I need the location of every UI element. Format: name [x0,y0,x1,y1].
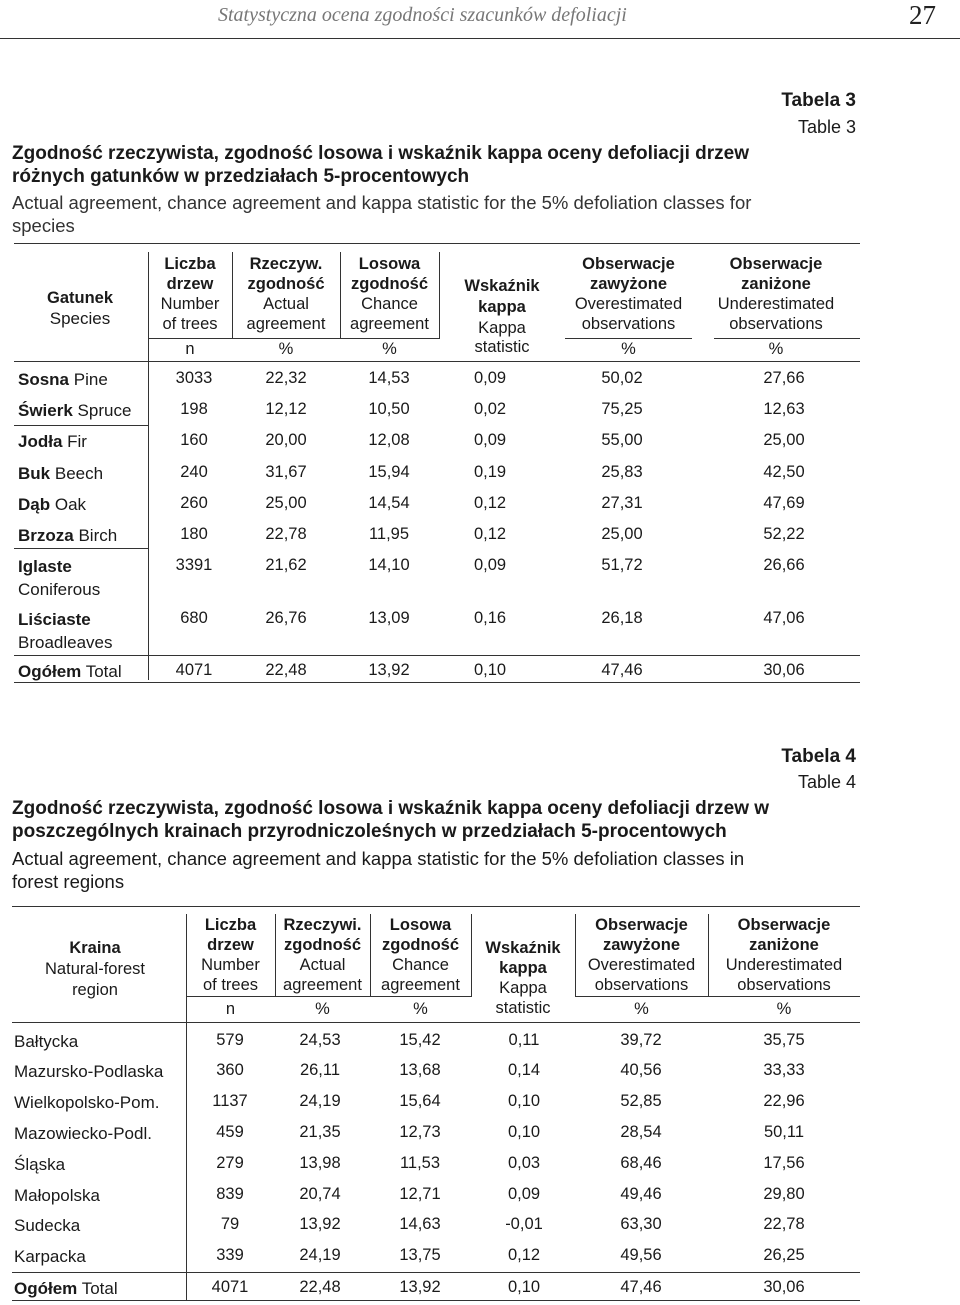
table4-header-col1-l1: Liczba [204,916,257,934]
table4-cell: 33,33 [763,1061,805,1079]
table3-header-col4-l2: kappa [478,298,526,316]
table4-cell: 24,53 [299,1031,341,1049]
table3-cell: 3033 [175,369,213,387]
table3-row-label-pl: Jodła [18,432,63,451]
table3-cell: 13,09 [368,609,410,627]
table3-row-label [18,524,117,547]
table4-cell: 35,75 [763,1031,805,1049]
table4-cell: -0,01 [505,1215,543,1233]
table4-cell: 28,54 [620,1123,662,1141]
table4-header-col6-l4: observations [737,976,831,994]
table4-header-col1-l2: drzew [207,936,254,954]
table3-cell: 198 [180,400,208,418]
table3-row-label-en: Broadleaves [18,633,113,652]
table3-cell: 14,53 [368,369,410,387]
table4-cell: 4071 [211,1278,249,1296]
table4-cell: 13,98 [299,1154,341,1172]
table4-cell: 11,53 [399,1154,441,1172]
table3-header-col6-l3: Underestimated [717,295,835,313]
table3-cell: 0,09 [473,556,507,574]
table4-label-en: Table 4 [797,772,856,792]
table3-row-label [18,660,122,683]
table3-header-col4-l4: statistic [474,338,530,356]
table4-header-col1-l4: of trees [202,976,259,994]
page-number: 27 [909,0,936,30]
table3-cell: 0,12 [473,494,507,512]
table3-cell: 27,66 [763,369,805,387]
table3-row-label-pl: Buk [18,464,51,483]
table4-cell: 22,96 [763,1092,805,1110]
table4-header-col4-l1: Wskaźnik [485,939,561,957]
table3-cell: 50,02 [601,369,643,387]
table4-cell: 0,10 [507,1278,541,1296]
table3-bottom-rule [14,682,860,683]
table4-header-col1-unit: n [225,1000,236,1018]
table4-cell: 24,19 [299,1092,341,1110]
table3-header-col5-unit: % [621,340,636,358]
table3-row-label-pl: Iglaste [18,557,72,576]
table3-row-label-en: Total [85,662,122,681]
table3-row-rule [14,548,148,549]
table3-row-label-en: Fir [67,432,87,451]
table4-cell: 29,80 [763,1185,805,1203]
table3-cell: 0,09 [473,369,507,387]
table3-cell: 4071 [175,661,213,679]
table3-row-label [18,555,100,601]
table3-col-species-en: Species [49,309,111,328]
table4-cell: 14,63 [399,1215,441,1233]
running-header [0,0,960,39]
table3-cell: 0,12 [473,525,507,543]
table3-row-label-pl: Dąb [18,495,51,514]
table4-row-label: Śląska [14,1155,66,1174]
table4-cell: 15,42 [399,1031,441,1049]
table4-cell: 0,12 [507,1246,541,1264]
table4-vline [575,914,576,996]
table3-cell: 680 [180,609,208,627]
table4-header-col4-l2: kappa [499,959,547,977]
table4-cell: 12,73 [399,1123,441,1141]
table4-caption-pl: Zgodność rzeczywista, zgodność losowa i wskaźnik kappa oceny defoliacji drzew w poszczególnych krainach przyrodniczoleśnych w przedziałach 5-procentowych [12,798,770,842]
table4-header-rule [186,996,472,997]
table4-cell: 47,46 [620,1278,662,1296]
table4-row-label: Mazowiecko-Podl. [14,1124,152,1143]
table3-header-col3-l1: Losowa [358,255,421,273]
table3-cell: 26,76 [265,609,307,627]
table4-cell: 15,64 [399,1092,441,1110]
table3-header-col5-l1: Obserwacje [582,255,675,273]
table4-cell: 24,19 [299,1246,341,1264]
table4-header-col6-l3: Underestimated [725,956,843,974]
table4-vline [471,914,472,996]
table4-header-col1-l3: Number [201,956,260,974]
table4-row-label: Bałtycka [14,1032,79,1051]
table4-cell: 49,56 [620,1246,662,1264]
table4-cell: 1137 [212,1092,248,1110]
table3-header-bottom-rule [14,361,860,362]
table3-header-col2-l1: Rzeczyw. [249,255,323,273]
table3-cell: 47,69 [763,494,805,512]
table3-total-rule [14,655,860,656]
table3-cell: 22,78 [265,525,307,543]
table3-row-label-en: Birch [78,526,118,545]
table3-row-label [18,462,103,485]
table3-cell: 26,66 [763,556,805,574]
table4-cell: 40,56 [620,1061,662,1079]
table3-col-species-pl: Gatunek [46,289,114,307]
table4-cell: 13,75 [399,1246,441,1264]
table3-cell: 12,12 [265,400,307,418]
table3-cell: 12,08 [368,431,410,449]
table3-cell: 10,50 [368,400,410,418]
table4-cell: 0,10 [507,1092,541,1110]
table3-header-col1-l2: drzew [166,275,214,293]
table3-row-label [18,430,87,453]
table3-header-col6-l2: zaniżone [741,275,811,293]
table4-header-col2-l1: Rzeczywi. [283,916,362,934]
table3-cell: 25,00 [601,525,643,543]
table4-header-col4-l4: statistic [495,999,551,1017]
table4-header-col5-l1: Obserwacje [595,916,688,934]
table3-cell: 260 [180,494,208,512]
table4-cell: 0,09 [507,1185,541,1203]
table3-header-col1-l4: of trees [162,315,218,333]
table3-header-col5-l2: zawyżone [589,275,668,293]
table3-cell: 0,09 [473,431,507,449]
table4-row-label-pl: Ogółem [14,1279,78,1298]
table3-header-col5-l3: Overestimated [574,295,683,313]
table3-cell: 47,46 [601,661,643,679]
table4-cell: 12,71 [399,1185,441,1203]
table4-header-bottom-rule [12,1022,860,1023]
table4-row-label: Karpacka [14,1247,86,1266]
table3-cell: 21,62 [265,556,307,574]
table3-cell: 15,94 [368,463,410,481]
table4-row-label [14,1277,118,1300]
table4-header-col5-l3: Overestimated [587,956,696,974]
table3-header-col3-l2: zgodność [351,275,428,293]
table4-header-col3-l2: zgodność [382,936,459,954]
table4-header-col6-l2: zaniżone [749,936,819,954]
table3-cell: 3391 [175,556,213,574]
table4-header-col2-l4: agreement [283,976,362,994]
table4-cell: 0,11 [508,1031,540,1049]
table3-row-label-pl: Sosna [18,370,70,389]
table3-cell: 52,22 [763,525,805,543]
table4-header-col2-unit: % [315,1000,330,1018]
table4-header-col3-l4: agreement [381,976,460,994]
table4-cell: 20,74 [299,1185,341,1203]
table4-cell: 13,92 [299,1215,341,1233]
table3-row-label-en: Beech [54,464,104,483]
table4-header-col3-l3: Chance [392,956,449,974]
table4-cell: 52,85 [620,1092,662,1110]
table3-cell: 22,48 [265,661,307,679]
table3-cell: 12,63 [763,400,805,418]
table3-cell: 0,19 [473,463,507,481]
table3-cell: 180 [180,525,208,543]
table3-cell: 13,92 [368,661,410,679]
table4-cell: 0,10 [507,1123,541,1141]
table4-header-col5-unit: % [634,1000,649,1018]
table4-cell: 459 [216,1123,244,1141]
table3-caption-en: Actual agreement, chance agreement and kappa statistic for the 5% defoliation classes for species [12,192,752,236]
table3-row-rule [14,425,148,426]
table4-cell: 63,30 [620,1215,662,1233]
table4-cell: 339 [216,1246,244,1264]
table3-header-rule [565,338,692,339]
table4-cell: 21,35 [299,1123,341,1141]
table4-bottom-rule [12,1300,860,1301]
table4-col-region-en1: Natural-forest [45,960,145,978]
table3-cell: 27,31 [601,494,643,512]
table3-header-col4-l3: Kappa [478,319,526,337]
table3-cell: 42,50 [763,463,805,481]
table4-caption-en: Actual agreement, chance agreement and kappa statistic for the 5% defoliation classes in forest regions [12,848,745,892]
table3-cell: 75,25 [601,400,643,418]
table3-header-rule [714,338,860,339]
table4-vline [370,914,371,996]
table3-row-label [18,608,113,654]
table3-vline [340,252,341,338]
table3-cell: 55,00 [601,431,643,449]
table3-header-col6-l4: observations [729,315,823,333]
table4-cell: 579 [216,1031,244,1049]
table3-cell: 26,18 [601,609,643,627]
table3-row-label [18,368,108,391]
table4-label-pl: Tabela 4 [781,746,856,767]
table4-total-rule [12,1272,860,1273]
table4-header-col2-l2: zgodność [284,936,361,954]
table3-cell: 20,00 [265,431,307,449]
table4-header-col5-l4: observations [594,976,689,994]
table3-header-col4-l1: Wskaźnik [464,277,540,295]
table3-cell: 25,00 [265,494,307,512]
table3-header-col2-unit: % [278,340,294,358]
table3-row-label-en: Pine [73,370,108,389]
table3-caption-pl: Zgodność rzeczywista, zgodność losowa i wskaźnik kappa oceny defoliacji drzew różnych gatunków w przedziałach 5-procentowych [12,143,749,187]
table3-row-label-pl: Brzoza [18,526,74,545]
table3-header-col2-l3: Actual [263,295,309,313]
table3-cell: 47,06 [763,609,805,627]
table4-cell: 49,46 [620,1185,662,1203]
table4-header-rule [575,996,860,997]
table3-row-label [18,399,131,422]
table3-cell: 31,67 [265,463,307,481]
table3-cell: 25,83 [601,463,643,481]
table4-row-label: Sudecka [14,1216,81,1235]
table3-top-rule [14,243,860,244]
table4-col-region-pl: Kraina [69,939,121,957]
table4-cell: 26,25 [763,1246,805,1264]
running-title: Statystyczna ocena zgodności szacunków defoliacji [218,4,627,26]
table4-cell: 360 [216,1061,244,1079]
table3-header-col3-l3: Chance [361,295,418,313]
table3-row-label-pl: Świerk [18,401,73,420]
table3-header-col1-l1: Liczba [164,255,216,273]
table4-header-col2-l3: Actual [299,956,346,974]
table4-col-region-en2: region [72,981,118,999]
table4-vline [708,914,709,996]
table3-header-col2-l2: zgodność [247,275,325,293]
table3-cell: 11,95 [368,525,410,543]
table4-header-col6-unit: % [776,1000,792,1018]
table3-header-col6-unit: % [768,340,784,358]
table4-cell: 79 [220,1215,240,1233]
table3-row-label-pl: Ogółem [18,662,82,681]
table3-cell: 240 [180,463,208,481]
table4-top-rule [12,906,860,907]
table4-cell: 50,11 [763,1123,805,1141]
table3-cell: 22,32 [265,369,307,387]
table4-vline [275,914,276,996]
table4-cell: 13,68 [399,1061,441,1079]
table4-header-col3-l1: Losowa [389,916,452,934]
table3-header-col5-l4: observations [581,315,676,333]
table4-cell: 68,46 [620,1154,662,1172]
table3-cell: 0,02 [473,400,507,418]
table3-header-col1-l3: Number [160,295,220,313]
table3-row-label-en: Oak [54,495,87,514]
table3-cell: 14,10 [368,556,410,574]
table3-header-col6-l1: Obserwacje [729,255,823,273]
table3-header-col2-l4: agreement [246,315,326,333]
table4-cell: 0,14 [507,1061,541,1079]
table3-cell: 30,06 [763,661,805,679]
table3-vline [439,252,440,338]
table3-vline [232,252,233,338]
table3-cell: 160 [180,431,208,449]
table3-header-col3-l4: agreement [350,315,429,333]
table4-row-label: Mazursko-Podlaska [14,1062,164,1081]
table4-cell: 39,72 [620,1031,662,1049]
table4-cell: 22,78 [763,1215,805,1233]
table4-row-label: Małopolska [14,1186,100,1205]
table3-cell: 51,72 [601,556,643,574]
table3-header-col1-unit: n [185,340,195,358]
table3-header-rule [148,338,440,339]
table3-header-col3-unit: % [382,340,397,358]
table4-row-label: Wielkopolsko-Pom. [14,1093,160,1112]
table4-cell: 839 [216,1185,244,1203]
table4-cell: 0,03 [507,1154,541,1172]
table3-cell: 14,54 [368,494,410,512]
table4-header-col6-l1: Obserwacje [737,916,831,934]
table4-cell: 22,48 [299,1278,341,1296]
table4-header-col3-unit: % [413,1000,428,1018]
table3-cell: 0,10 [473,661,507,679]
table4-header-col4-l3: Kappa [499,979,547,997]
table3-cell: 25,00 [763,431,805,449]
table4-cell: 17,56 [763,1154,805,1172]
table4-cell: 26,11 [299,1061,341,1079]
table3-row-label [18,493,86,516]
table3-row-label-en: Coniferous [18,580,101,599]
table3-label-en: Table 3 [797,117,856,137]
table4-header-col5-l2: zawyżone [602,936,681,954]
table3-cell: 0,16 [473,609,507,627]
table4-cell: 279 [216,1154,244,1172]
table4-cell: 13,92 [399,1278,441,1296]
table4-row-label-en: Total [81,1279,118,1298]
table3-row-label-pl: Liściaste [18,610,91,629]
table4-cell: 30,06 [763,1278,805,1296]
table3-row-label-en: Spruce [77,401,132,420]
table3-label-pl: Tabela 3 [781,90,856,111]
